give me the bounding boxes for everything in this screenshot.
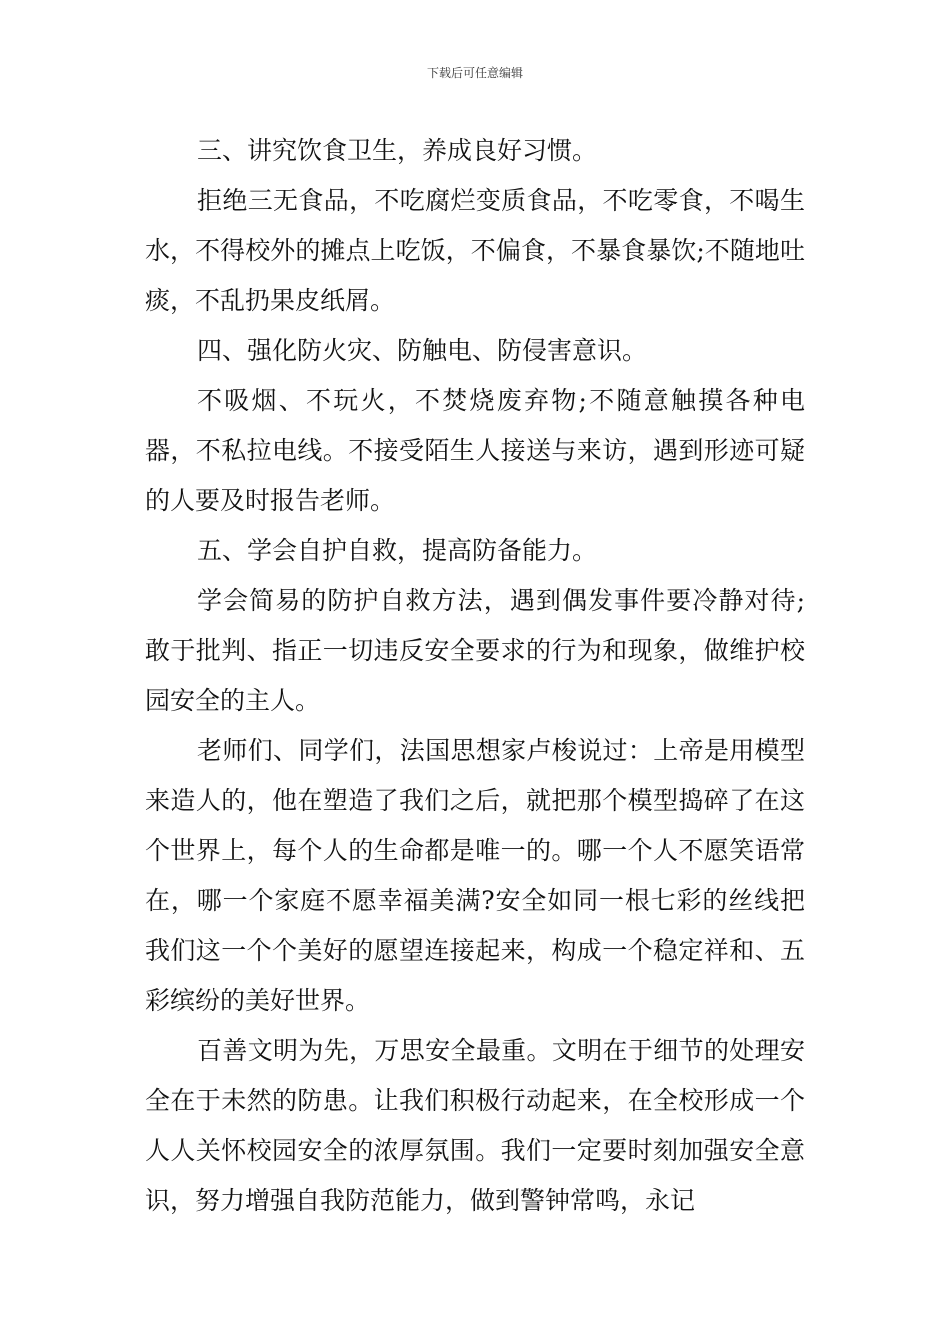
body-paragraph: 不吸烟、不玩火，不焚烧废弃物;不随意触摸各种电器，不私拉电线。不接受陌生人接送与来访，遇到形迹可疑的人要及时报告老师。: [145, 386, 805, 515]
body-paragraph: 学会简易的防护自救方法，遇到偶发事件要冷静对待;敢于批判、指正一切违反安全要求的行为和现象，做维护校园安全的主人。: [145, 586, 805, 715]
body-paragraph: 拒绝三无食品，不吃腐烂变质食品，不吃零食，不喝生水，不得校外的摊点上吃饭，不偏食，不暴食暴饮;不随地吐痰，不乱扔果皮纸屑。: [145, 186, 805, 315]
document-body: [145, 126, 805, 1226]
section-heading-3: 三、讲究饮食卫生，养成良好习惯。: [197, 136, 598, 165]
page-header: 下载后可任意编辑: [426, 66, 523, 80]
body-paragraph: 百善文明为先，万思安全最重。文明在于细节的处理安全在于未然的防患。让我们积极行动起来，在全校形成一个人人关怀校园安全的浓厚氛围。我们一定要时刻加强安全意识，努力增强自我防范能力，做到警钟常鸣，永记: [145, 1036, 805, 1215]
section-heading-5: 五、学会自护自救，提高防备能力。: [197, 536, 598, 565]
body-paragraph: 老师们、同学们，法国思想家卢梭说过：上帝是用模型来造人的，他在塑造了我们之后，就把那个模型捣碎了在这个世界上，每个人的生命都是唯一的。哪一个人不愿笑语常在，哪一个家庭不愿幸福美满?安全如同一根七彩的丝线把我们这一个个美好的愿望连接起来，构成一个稳定祥和、五彩缤纷的美好世界。: [145, 736, 805, 1015]
section-heading-4: 四、强化防火灾、防触电、防侵害意识。: [197, 336, 648, 365]
